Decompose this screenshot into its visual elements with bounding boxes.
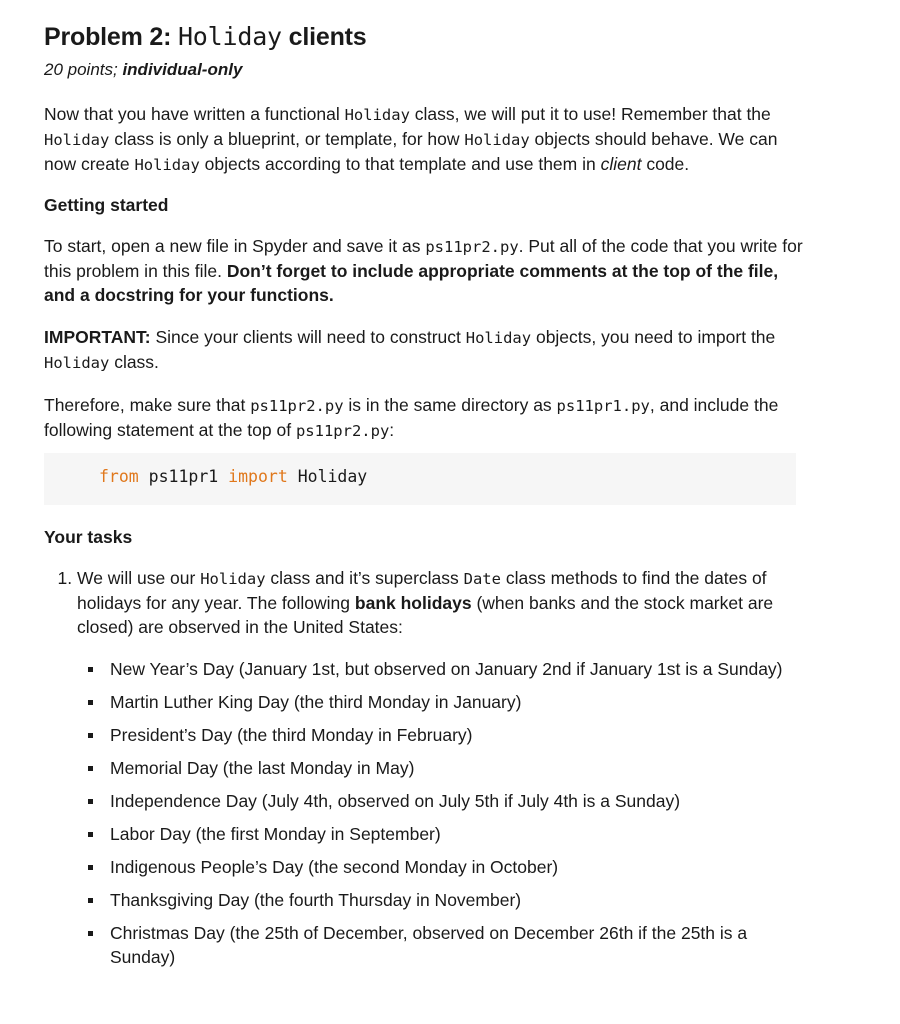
list-item: Indigenous People’s Day (the second Monday in October) bbox=[87, 855, 804, 879]
holiday-list bbox=[77, 657, 804, 969]
list-item: Labor Day (the first Monday in September) bbox=[87, 822, 804, 846]
code-keyword-import: import bbox=[228, 467, 288, 486]
problem-subtitle: 20 points; individual-only bbox=[44, 60, 243, 79]
important-paragraph: IMPORTANT: Since your clients will need to construct Holiday objects, you need to import the Holiday class. bbox=[44, 327, 776, 372]
code-keyword-from: from bbox=[99, 467, 139, 486]
list-item: Martin Luther King Day (the third Monday in January) bbox=[87, 690, 804, 714]
list-item: Independence Day (July 4th, observed on July 5th if July 4th is a Sunday) bbox=[87, 789, 804, 813]
list-item: Christmas Day (the 25th of December, observed on December 26th if the 25th is a Sunday) bbox=[87, 921, 804, 969]
import-code-block: from ps11pr1 import Holiday bbox=[44, 453, 796, 505]
list-item: Thanksgiving Day (the fourth Thursday in November) bbox=[87, 888, 804, 912]
intro-paragraph: Now that you have written a functional Holiday class, we will put it to use! Remember that the Holiday class is only a blueprint, or template, for how Holiday objects should behave. We can now create Holiday objects according to that template and use them in client code. bbox=[44, 104, 778, 174]
task-item-1: 1. We will use our Holiday class and it’s superclass Date class methods to find the dates of holidays for any year. The following bank holidays (when banks and the stock market are closed) are observed in the United States: New Year’s Day (January 1st, but observed on January 2nd if January 1st is a Sunday) Martin Luther King Day (the third Monday in January) President’s Day (the third Monday in February) Memorial Day (the last Monday in May) Independence Day (July 4th, observed on July 5th if July 4th is a Sunday) Labor Day (the first Monday in September) Indigenous People’s Day (the second Monday in October) Thanksgiving Day (the fourth Thursday in November) Christmas Day (the 25th of December, observed on December 26th if the 25th is a Sunday) bbox=[77, 566, 804, 969]
tasks-list bbox=[44, 566, 804, 969]
important-label: IMPORTANT: bbox=[44, 327, 151, 347]
list-item: President’s Day (the third Monday in February) bbox=[87, 723, 804, 747]
getting-started-paragraph: To start, open a new file in Spyder and save it as ps11pr2.py. Put all of the code that you write for this problem in this file. Don’t forget to include appropriate comments at the top of the file, and a docstring for your functions. bbox=[44, 236, 803, 305]
getting-started-heading: Getting started bbox=[44, 195, 169, 215]
list-item: Memorial Day (the last Monday in May) bbox=[87, 756, 804, 780]
problem-title: Problem 2: Holiday clients bbox=[44, 22, 367, 51]
tasks-heading: Your tasks bbox=[44, 527, 133, 547]
directory-paragraph: Therefore, make sure that ps11pr2.py is in the same directory as ps11pr1.py, and include the following statement at the top of ps11pr2.py: bbox=[44, 395, 779, 440]
list-item: New Year’s Day (January 1st, but observed on January 2nd if January 1st is a Sunday) bbox=[87, 657, 804, 681]
title-code: Holiday bbox=[177, 22, 282, 51]
